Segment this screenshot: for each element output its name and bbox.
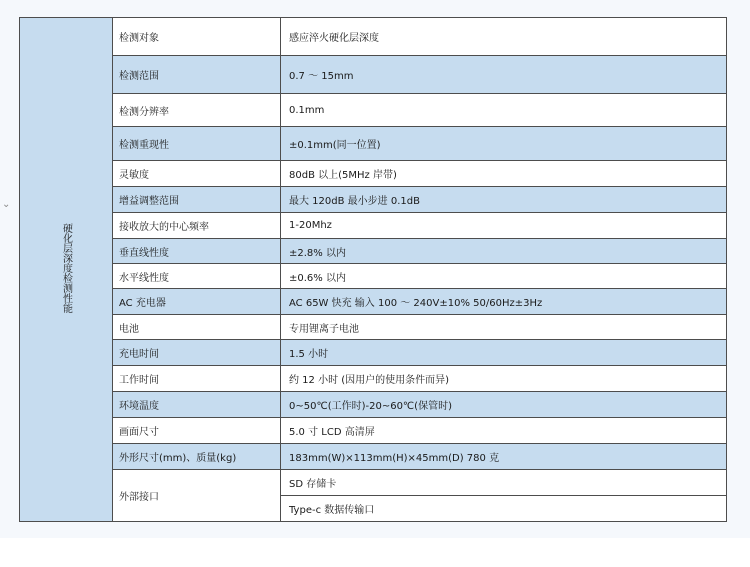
spec-label: 检测对象 [113, 18, 281, 56]
spec-value: 约 12 小时 (因用户的使用条件而异) [281, 366, 727, 392]
spec-row [20, 94, 727, 127]
spec-label: 垂直线性度 [113, 239, 281, 264]
spec-label: 检测分辨率 [113, 94, 281, 127]
spec-row [20, 213, 727, 239]
spec-label: 外形尺寸(mm)、质量(kg) [113, 444, 281, 470]
spec-row [20, 366, 727, 392]
spec-value: 0.7 ～ 15mm [281, 56, 727, 94]
spec-row [20, 392, 727, 418]
spec-label: 工作时间 [113, 366, 281, 392]
spec-row [20, 444, 727, 470]
spec-row [20, 161, 727, 187]
spec-label: 检测重现性 [113, 127, 281, 161]
spec-value: Type-c 数据传输口 [281, 496, 727, 522]
spec-row [20, 187, 727, 213]
side-title-cell [20, 18, 113, 522]
spec-row [20, 289, 727, 315]
spec-value: 5.0 寸 LCD 高清屏 [281, 418, 727, 444]
spec-label: 画面尺寸 [113, 418, 281, 444]
spec-value: 1.5 小时 [281, 340, 727, 366]
spec-value: AC 65W 快充 输入 100 ～ 240V±10% 50/60Hz±3Hz [281, 289, 727, 315]
spec-value: ±0.1mm(同一位置) [281, 127, 727, 161]
spec-label: 灵敏度 [113, 161, 281, 187]
spec-value: 0~50℃(工作时)-20~60℃(保管时) [281, 392, 727, 418]
spec-row [20, 418, 727, 444]
spec-label: 充电时间 [113, 340, 281, 366]
spec-row [20, 18, 727, 56]
spec-value: 感应淬火硬化层深度 [281, 18, 727, 56]
spec-row [20, 264, 727, 289]
spec-value: 183mm(W)×113mm(H)×45mm(D) 780 克 [281, 444, 727, 470]
spec-label-interface: 外部接口 [113, 470, 281, 522]
spec-label: 水平线性度 [113, 264, 281, 289]
side-title: 硬化层深度检测性能 [60, 223, 72, 313]
spec-label: 检测范围 [113, 56, 281, 94]
spec-row [20, 239, 727, 264]
spec-label: 电池 [113, 315, 281, 340]
spec-table [19, 17, 727, 522]
spec-value: SD 存储卡 [281, 470, 727, 496]
spec-row [20, 340, 727, 366]
spec-label: 环境温度 [113, 392, 281, 418]
spec-row [20, 470, 727, 496]
spec-row [20, 127, 727, 161]
spec-value: 专用锂离子电池 [281, 315, 727, 340]
spec-label: AC 充电器 [113, 289, 281, 315]
spec-value: ±2.8% 以内 [281, 239, 727, 264]
spec-value: 1-20Mhz [281, 213, 727, 239]
spec-label: 增益调整范围 [113, 187, 281, 213]
spec-label: 接收放大的中心频率 [113, 213, 281, 239]
spec-value: 最大 120dB 最小步进 0.1dB [281, 187, 727, 213]
spec-value: ±0.6% 以内 [281, 264, 727, 289]
spec-value: 0.1mm [281, 94, 727, 127]
spec-value: 80dB 以上(5MHz 岸带) [281, 161, 727, 187]
spec-row [20, 56, 727, 94]
spec-row [20, 315, 727, 340]
chevron-down-icon[interactable]: ⌄ [2, 199, 11, 210]
